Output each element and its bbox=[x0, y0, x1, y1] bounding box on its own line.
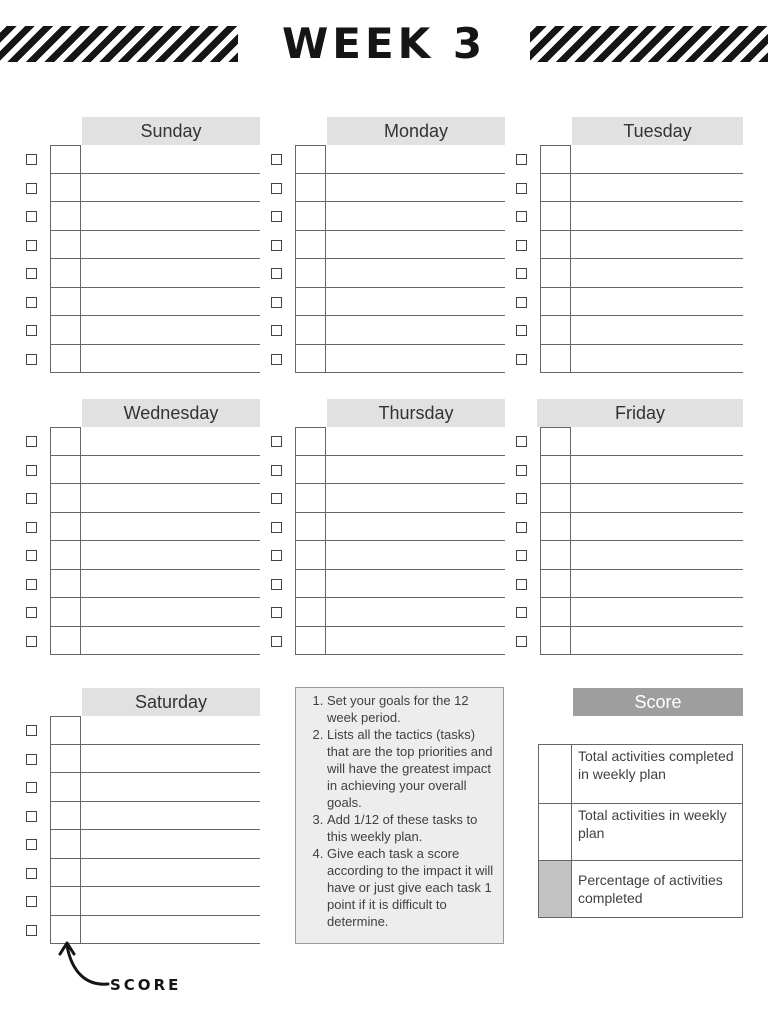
score-input-box[interactable] bbox=[539, 745, 572, 803]
task-checkbox[interactable] bbox=[516, 268, 527, 279]
task-row bbox=[295, 570, 505, 599]
task-row bbox=[540, 174, 743, 203]
task-row bbox=[540, 541, 743, 570]
task-checkbox[interactable] bbox=[26, 297, 37, 308]
task-row bbox=[540, 288, 743, 317]
task-checkbox[interactable] bbox=[516, 436, 527, 447]
task-row bbox=[540, 627, 743, 656]
task-checkbox[interactable] bbox=[271, 154, 282, 165]
task-row bbox=[50, 513, 260, 542]
score-row-completed bbox=[539, 745, 742, 804]
task-checkbox[interactable] bbox=[516, 636, 527, 647]
task-row bbox=[50, 716, 260, 745]
task-checkbox[interactable] bbox=[26, 240, 37, 251]
task-score-cell[interactable] bbox=[295, 484, 326, 513]
task-row bbox=[50, 745, 260, 774]
task-score-cell[interactable] bbox=[50, 598, 81, 627]
task-list bbox=[50, 427, 260, 655]
task-score-cell[interactable] bbox=[50, 427, 81, 456]
task-row bbox=[540, 484, 743, 513]
task-score-cell[interactable] bbox=[540, 345, 571, 374]
task-checkbox[interactable] bbox=[516, 550, 527, 561]
score-row-percentage bbox=[539, 861, 742, 917]
task-checkbox[interactable] bbox=[26, 211, 37, 222]
instructions-list bbox=[302, 692, 497, 930]
task-row bbox=[295, 513, 505, 542]
task-score-cell[interactable] bbox=[50, 570, 81, 599]
task-checkbox[interactable] bbox=[271, 354, 282, 365]
task-score-cell[interactable] bbox=[295, 598, 326, 627]
task-checkbox[interactable] bbox=[516, 297, 527, 308]
task-score-cell[interactable] bbox=[295, 570, 326, 599]
task-checkbox[interactable] bbox=[26, 465, 37, 476]
task-score-cell[interactable] bbox=[295, 259, 326, 288]
score-label: Total activities completed in weekly plan bbox=[578, 748, 734, 782]
task-checkbox[interactable] bbox=[516, 607, 527, 618]
task-row bbox=[50, 570, 260, 599]
task-checkbox[interactable] bbox=[271, 183, 282, 194]
task-score-cell[interactable] bbox=[50, 802, 81, 831]
task-score-cell[interactable] bbox=[295, 316, 326, 345]
task-score-cell[interactable] bbox=[540, 541, 571, 570]
task-checkbox[interactable] bbox=[26, 868, 37, 879]
task-row bbox=[50, 484, 260, 513]
task-checkbox[interactable] bbox=[26, 183, 37, 194]
task-score-cell[interactable] bbox=[50, 859, 81, 888]
task-score-cell[interactable] bbox=[295, 627, 326, 656]
task-score-cell[interactable] bbox=[50, 456, 81, 485]
task-score-cell[interactable] bbox=[540, 259, 571, 288]
task-score-cell[interactable] bbox=[50, 513, 81, 542]
task-row bbox=[50, 174, 260, 203]
score-input-box[interactable] bbox=[539, 861, 572, 917]
task-row bbox=[295, 259, 505, 288]
task-row bbox=[50, 145, 260, 174]
task-checkbox[interactable] bbox=[26, 154, 37, 165]
task-row bbox=[295, 456, 505, 485]
page-title: WEEK 3 bbox=[281, 19, 487, 68]
task-row bbox=[295, 598, 505, 627]
task-score-cell[interactable] bbox=[540, 427, 571, 456]
task-checkbox[interactable] bbox=[26, 493, 37, 504]
task-checkbox[interactable] bbox=[26, 782, 37, 793]
task-row bbox=[50, 456, 260, 485]
task-checkbox[interactable] bbox=[26, 522, 37, 533]
task-row bbox=[295, 202, 505, 231]
task-checkbox[interactable] bbox=[516, 183, 527, 194]
task-score-cell[interactable] bbox=[540, 598, 571, 627]
task-checkbox[interactable] bbox=[26, 754, 37, 765]
day-header: Sunday bbox=[82, 117, 260, 145]
task-score-cell[interactable] bbox=[50, 745, 81, 774]
task-score-cell[interactable] bbox=[540, 231, 571, 260]
task-row bbox=[540, 145, 743, 174]
task-score-cell[interactable] bbox=[540, 570, 571, 599]
task-checkbox[interactable] bbox=[26, 325, 37, 336]
task-checkbox[interactable] bbox=[26, 925, 37, 936]
task-list bbox=[50, 145, 260, 373]
task-row bbox=[295, 427, 505, 456]
task-checkbox[interactable] bbox=[26, 607, 37, 618]
day-header: Tuesday bbox=[572, 117, 743, 145]
task-checkbox[interactable] bbox=[271, 579, 282, 590]
task-score-cell[interactable] bbox=[50, 231, 81, 260]
task-checkbox[interactable] bbox=[26, 436, 37, 447]
task-row bbox=[540, 202, 743, 231]
score-table bbox=[538, 744, 743, 918]
task-score-cell[interactable] bbox=[50, 174, 81, 203]
task-checkbox[interactable] bbox=[516, 325, 527, 336]
day-header: Friday bbox=[537, 399, 743, 427]
task-checkbox[interactable] bbox=[271, 211, 282, 222]
task-row bbox=[50, 773, 260, 802]
task-checkbox[interactable] bbox=[271, 493, 282, 504]
task-row bbox=[50, 316, 260, 345]
task-score-cell[interactable] bbox=[50, 773, 81, 802]
task-row bbox=[50, 202, 260, 231]
task-score-cell[interactable] bbox=[540, 288, 571, 317]
task-score-cell[interactable] bbox=[295, 202, 326, 231]
task-row bbox=[295, 316, 505, 345]
score-column-note: SCORE bbox=[110, 976, 182, 994]
instruction-item: 2. Lists all the tactics (tasks) that are the top priorities and will have the greatest impact in achieving your overall goals. bbox=[327, 726, 497, 811]
task-score-cell[interactable] bbox=[50, 887, 81, 916]
task-row bbox=[295, 288, 505, 317]
day-header: Monday bbox=[327, 117, 505, 145]
score-label: Percentage of activities completed bbox=[578, 872, 723, 906]
task-score-cell[interactable] bbox=[50, 259, 81, 288]
task-list bbox=[295, 427, 505, 655]
task-list bbox=[540, 427, 743, 655]
task-checkbox[interactable] bbox=[26, 579, 37, 590]
task-row bbox=[50, 345, 260, 374]
task-score-cell[interactable] bbox=[50, 627, 81, 656]
task-row bbox=[295, 627, 505, 656]
task-score-cell[interactable] bbox=[540, 202, 571, 231]
stripe-band-left bbox=[0, 26, 238, 62]
task-checkbox[interactable] bbox=[516, 493, 527, 504]
task-score-cell[interactable] bbox=[50, 202, 81, 231]
task-row bbox=[50, 598, 260, 627]
task-score-cell[interactable] bbox=[50, 716, 81, 745]
task-checkbox[interactable] bbox=[271, 297, 282, 308]
task-checkbox[interactable] bbox=[516, 354, 527, 365]
task-row bbox=[540, 259, 743, 288]
task-checkbox[interactable] bbox=[271, 465, 282, 476]
task-score-cell[interactable] bbox=[295, 541, 326, 570]
task-score-cell[interactable] bbox=[540, 456, 571, 485]
task-checkbox[interactable] bbox=[516, 522, 527, 533]
task-checkbox[interactable] bbox=[271, 240, 282, 251]
score-input-box[interactable] bbox=[539, 804, 572, 860]
task-row bbox=[50, 427, 260, 456]
instruction-item: 4. Give each task a score according to the impact it will have or just give each task 1 point if it is difficult to determine. bbox=[327, 845, 497, 930]
task-list bbox=[295, 145, 505, 373]
task-score-cell[interactable] bbox=[540, 627, 571, 656]
task-list bbox=[540, 145, 743, 373]
task-checkbox[interactable] bbox=[271, 268, 282, 279]
task-score-cell[interactable] bbox=[295, 231, 326, 260]
task-row bbox=[50, 859, 260, 888]
task-checkbox[interactable] bbox=[271, 550, 282, 561]
instruction-item: 1. Set your goals for the 12 week period. bbox=[327, 692, 497, 726]
score-row-total bbox=[539, 804, 742, 861]
task-score-cell[interactable] bbox=[295, 145, 326, 174]
task-checkbox[interactable] bbox=[26, 636, 37, 647]
task-row bbox=[50, 288, 260, 317]
task-checkbox[interactable] bbox=[271, 636, 282, 647]
task-score-cell[interactable] bbox=[295, 456, 326, 485]
task-row bbox=[295, 345, 505, 374]
task-row bbox=[540, 598, 743, 627]
task-checkbox[interactable] bbox=[26, 354, 37, 365]
task-checkbox[interactable] bbox=[516, 211, 527, 222]
task-score-cell[interactable] bbox=[50, 345, 81, 374]
task-checkbox[interactable] bbox=[516, 465, 527, 476]
task-row bbox=[540, 456, 743, 485]
task-checkbox[interactable] bbox=[271, 436, 282, 447]
task-row bbox=[295, 174, 505, 203]
task-score-cell[interactable] bbox=[50, 484, 81, 513]
task-line[interactable] bbox=[571, 654, 743, 655]
task-score-cell[interactable] bbox=[50, 830, 81, 859]
task-line[interactable] bbox=[326, 654, 505, 655]
task-row bbox=[540, 427, 743, 456]
task-checkbox[interactable] bbox=[516, 240, 527, 251]
task-row bbox=[295, 145, 505, 174]
task-checkbox[interactable] bbox=[26, 839, 37, 850]
task-row bbox=[540, 316, 743, 345]
task-line[interactable] bbox=[81, 372, 260, 373]
curved-arrow-icon bbox=[58, 940, 114, 994]
task-row bbox=[295, 231, 505, 260]
task-score-cell[interactable] bbox=[50, 145, 81, 174]
day-header: Thursday bbox=[327, 399, 505, 427]
instructions-box bbox=[295, 687, 504, 944]
task-checkbox[interactable] bbox=[26, 725, 37, 736]
task-row bbox=[50, 541, 260, 570]
task-checkbox[interactable] bbox=[271, 607, 282, 618]
day-header: Wednesday bbox=[82, 399, 260, 427]
task-score-cell[interactable] bbox=[540, 174, 571, 203]
task-row bbox=[540, 231, 743, 260]
task-score-cell[interactable] bbox=[540, 484, 571, 513]
task-score-cell[interactable] bbox=[295, 345, 326, 374]
task-row bbox=[295, 484, 505, 513]
task-score-cell[interactable] bbox=[50, 288, 81, 317]
task-row bbox=[50, 231, 260, 260]
task-row bbox=[50, 802, 260, 831]
task-row bbox=[50, 259, 260, 288]
instruction-item: 3. Add 1/12 of these tasks to this weekly plan. bbox=[327, 811, 497, 845]
task-score-cell[interactable] bbox=[50, 541, 81, 570]
task-list bbox=[50, 716, 260, 944]
stripe-band-right bbox=[530, 26, 768, 62]
task-checkbox[interactable] bbox=[26, 811, 37, 822]
task-line[interactable] bbox=[326, 372, 505, 373]
task-checkbox[interactable] bbox=[271, 325, 282, 336]
task-row bbox=[50, 830, 260, 859]
day-header: Saturday bbox=[82, 688, 260, 716]
task-checkbox[interactable] bbox=[26, 550, 37, 561]
task-checkbox[interactable] bbox=[271, 522, 282, 533]
task-checkbox[interactable] bbox=[26, 268, 37, 279]
score-label: Total activities in weekly plan bbox=[578, 807, 727, 841]
task-row bbox=[540, 345, 743, 374]
task-score-cell[interactable] bbox=[50, 316, 81, 345]
task-score-cell[interactable] bbox=[295, 174, 326, 203]
task-checkbox[interactable] bbox=[516, 154, 527, 165]
task-line[interactable] bbox=[81, 654, 260, 655]
task-row bbox=[295, 541, 505, 570]
task-score-cell[interactable] bbox=[295, 513, 326, 542]
task-row bbox=[50, 627, 260, 656]
task-checkbox[interactable] bbox=[26, 896, 37, 907]
task-score-cell[interactable] bbox=[295, 427, 326, 456]
task-score-cell[interactable] bbox=[540, 145, 571, 174]
score-header: Score bbox=[573, 688, 743, 716]
task-row bbox=[540, 570, 743, 599]
task-score-cell[interactable] bbox=[540, 513, 571, 542]
task-score-cell[interactable] bbox=[540, 316, 571, 345]
task-row bbox=[540, 513, 743, 542]
task-row bbox=[50, 887, 260, 916]
task-line[interactable] bbox=[571, 372, 743, 373]
task-score-cell[interactable] bbox=[295, 288, 326, 317]
task-checkbox[interactable] bbox=[516, 579, 527, 590]
